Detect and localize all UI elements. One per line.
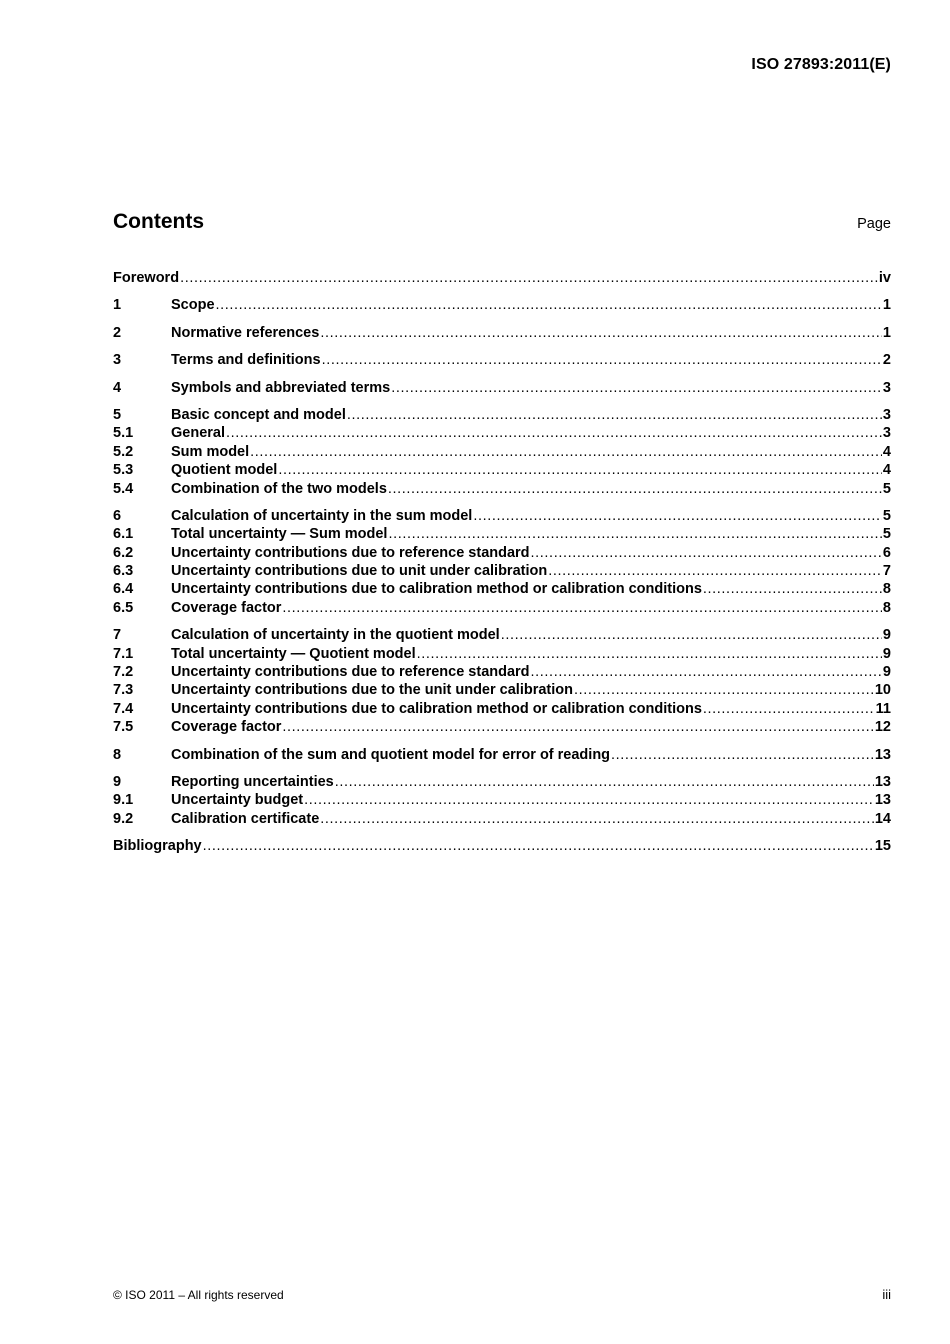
toc-group bbox=[113, 269, 891, 287]
toc-leader-dots bbox=[180, 269, 878, 287]
toc-entry-title: Uncertainty contributions due to calibration method or calibration conditions bbox=[171, 700, 702, 717]
toc-entry-number: 5.3 bbox=[113, 462, 134, 479]
toc-entry[interactable] bbox=[113, 746, 891, 764]
toc-leader-dots bbox=[322, 351, 882, 369]
toc-entry[interactable] bbox=[113, 562, 891, 580]
toc-group bbox=[113, 379, 891, 397]
toc-entry-page: 5 bbox=[882, 507, 891, 524]
toc-entry[interactable] bbox=[113, 406, 891, 424]
toc-leader-dots bbox=[703, 700, 875, 718]
toc-entry-number: 7.5 bbox=[113, 719, 134, 736]
toc-entry[interactable] bbox=[113, 443, 891, 461]
toc-leader-dots bbox=[548, 562, 882, 580]
toc-entry-title: Uncertainty contributions due to unit under calibration bbox=[171, 563, 548, 580]
toc-entry-number: 9 bbox=[113, 773, 122, 790]
toc-entry-page: 8 bbox=[882, 599, 891, 616]
toc-entry-number: 4 bbox=[113, 379, 122, 396]
toc-entry-page: 9 bbox=[882, 627, 891, 644]
toc-entry-page: 13 bbox=[874, 746, 891, 763]
toc-entry-title: Uncertainty contributions due to reference standard bbox=[171, 664, 530, 681]
toc-leader-dots bbox=[282, 599, 882, 617]
toc-leader-dots bbox=[335, 773, 874, 791]
toc-entry[interactable] bbox=[113, 269, 891, 287]
toc-entry-page: 5 bbox=[882, 480, 891, 497]
toc-entry-title: Reporting uncertainties bbox=[171, 773, 334, 790]
toc-leader-dots bbox=[347, 406, 882, 424]
toc-entry-title: Uncertainty contributions due to calibration method or calibration conditions bbox=[171, 581, 702, 598]
toc-entry-number: 8 bbox=[113, 746, 122, 763]
toc-entry-title: Uncertainty budget bbox=[171, 792, 304, 809]
toc-entry-title: Total uncertainty — Quotient model bbox=[171, 645, 416, 662]
toc-leader-dots bbox=[278, 461, 882, 479]
toc-entry-number: 9.1 bbox=[113, 792, 134, 809]
toc-entry-number: 7.3 bbox=[113, 682, 134, 699]
toc-entry-page: 3 bbox=[882, 425, 891, 442]
toc-entry-title: Coverage factor bbox=[171, 719, 282, 736]
toc-entry-page: 14 bbox=[874, 810, 891, 827]
toc-group bbox=[113, 746, 891, 764]
toc-group bbox=[113, 324, 891, 342]
toc-entry-number: 9.2 bbox=[113, 810, 134, 827]
toc-entry[interactable] bbox=[113, 599, 891, 617]
toc-leader-dots bbox=[226, 424, 882, 442]
toc-entry-page: 3 bbox=[882, 406, 891, 423]
toc-leader-dots bbox=[501, 626, 882, 644]
toc-entry[interactable] bbox=[113, 681, 891, 699]
toc-entry-title: Foreword bbox=[113, 270, 180, 286]
toc-entry-number: 6 bbox=[113, 507, 122, 524]
toc-entry-page: 6 bbox=[882, 544, 891, 561]
toc-entry[interactable] bbox=[113, 424, 891, 442]
toc-entry[interactable] bbox=[113, 700, 891, 718]
toc-leader-dots bbox=[574, 681, 874, 699]
toc-entry-number: 7 bbox=[113, 627, 122, 644]
toc-entry-title: Quotient model bbox=[171, 462, 278, 479]
toc-entry-page: 12 bbox=[874, 719, 891, 736]
toc-group bbox=[113, 351, 891, 369]
toc-entry[interactable] bbox=[113, 837, 891, 855]
page-title: Contents bbox=[113, 210, 204, 233]
toc-leader-dots bbox=[417, 645, 882, 663]
toc-entry[interactable] bbox=[113, 351, 891, 369]
toc-entry-page: 13 bbox=[874, 773, 891, 790]
toc-entry-title: Calculation of uncertainty in the quotient model bbox=[171, 627, 500, 644]
toc-entry[interactable] bbox=[113, 810, 891, 828]
toc-entry-page: 11 bbox=[875, 700, 891, 717]
toc-entry-title: Combination of the two models bbox=[171, 480, 387, 497]
toc-entry-page: 13 bbox=[874, 792, 891, 809]
toc-group bbox=[113, 296, 891, 314]
toc-entry-title: Total uncertainty — Sum model bbox=[171, 526, 388, 543]
toc-entry[interactable] bbox=[113, 626, 891, 644]
toc-entry-number: 5.4 bbox=[113, 480, 134, 497]
table-of-contents bbox=[113, 269, 891, 865]
toc-entry-title: Sum model bbox=[171, 443, 250, 460]
toc-entry[interactable] bbox=[113, 324, 891, 342]
toc-entry[interactable] bbox=[113, 507, 891, 525]
toc-entry-title: Terms and definitions bbox=[171, 352, 321, 369]
toc-entry-title: General bbox=[171, 425, 225, 442]
page-number: iii bbox=[882, 1287, 891, 1302]
toc-entry-page: 4 bbox=[882, 443, 891, 460]
toc-entry[interactable] bbox=[113, 525, 891, 543]
toc-entry[interactable] bbox=[113, 379, 891, 397]
toc-leader-dots bbox=[304, 791, 874, 809]
toc-leader-dots bbox=[320, 324, 882, 342]
document-id: ISO 27893:2011(E) bbox=[751, 56, 891, 73]
toc-entry-title: Scope bbox=[171, 297, 215, 314]
toc-leader-dots bbox=[473, 507, 882, 525]
toc-entry-page: 8 bbox=[882, 581, 891, 598]
toc-entry[interactable] bbox=[113, 718, 891, 736]
toc-entry-page: iv bbox=[878, 270, 891, 286]
toc-entry-title: Uncertainty contributions due to the unit under calibration bbox=[171, 682, 573, 699]
toc-entry-title: Calibration certificate bbox=[171, 810, 320, 827]
toc-entry-page: 4 bbox=[882, 462, 891, 479]
toc-group bbox=[113, 626, 891, 736]
page-column-label: Page bbox=[857, 216, 891, 232]
toc-entry[interactable] bbox=[113, 791, 891, 809]
toc-group bbox=[113, 406, 891, 498]
toc-entry[interactable] bbox=[113, 663, 891, 681]
toc-entry-number: 1 bbox=[113, 297, 122, 314]
toc-entry-number: 7.1 bbox=[113, 645, 134, 662]
toc-leader-dots bbox=[611, 746, 874, 764]
toc-entry-title: Combination of the sum and quotient model for error of reading bbox=[171, 746, 611, 763]
copyright-notice: © ISO 2011 – All rights reserved bbox=[113, 1288, 284, 1302]
toc-leader-dots bbox=[250, 443, 882, 461]
toc-entry-title: Coverage factor bbox=[171, 599, 282, 616]
toc-entry-page: 7 bbox=[882, 563, 891, 580]
toc-group bbox=[113, 507, 891, 617]
toc-leader-dots bbox=[388, 525, 881, 543]
toc-entry-number: 5.1 bbox=[113, 425, 134, 442]
toc-entry-title: Uncertainty contributions due to reference standard bbox=[171, 544, 530, 561]
toc-entry-number: 6.4 bbox=[113, 581, 134, 598]
toc-entry-number: 3 bbox=[113, 352, 122, 369]
toc-leader-dots bbox=[320, 810, 874, 828]
toc-entry[interactable] bbox=[113, 773, 891, 791]
toc-entry-title: Basic concept and model bbox=[171, 406, 346, 423]
toc-leader-dots bbox=[531, 544, 882, 562]
toc-entry-title: Normative references bbox=[171, 324, 320, 341]
toc-entry[interactable] bbox=[113, 296, 891, 314]
toc-entry-number: 5.2 bbox=[113, 443, 134, 460]
toc-entry-page: 9 bbox=[882, 645, 891, 662]
toc-entry-title: Bibliography bbox=[113, 838, 202, 855]
toc-leader-dots bbox=[703, 580, 882, 598]
toc-leader-dots bbox=[531, 663, 882, 681]
toc-entry-page: 1 bbox=[882, 324, 891, 341]
toc-entry[interactable] bbox=[113, 544, 891, 562]
toc-entry-title: Symbols and abbreviated terms bbox=[171, 379, 391, 396]
toc-leader-dots bbox=[282, 718, 873, 736]
toc-entry-number: 6.2 bbox=[113, 544, 134, 561]
toc-leader-dots bbox=[203, 837, 874, 855]
toc-entry-number: 6.3 bbox=[113, 563, 134, 580]
toc-entry[interactable] bbox=[113, 461, 891, 479]
toc-entry-page: 1 bbox=[882, 297, 891, 314]
toc-entry-number: 6.5 bbox=[113, 599, 134, 616]
toc-entry-number: 7.2 bbox=[113, 664, 134, 681]
toc-group bbox=[113, 837, 891, 855]
toc-entry-number: 6.1 bbox=[113, 526, 134, 543]
toc-entry-number: 5 bbox=[113, 406, 122, 423]
toc-entry-page: 10 bbox=[874, 682, 891, 699]
toc-group bbox=[113, 773, 891, 828]
toc-entry[interactable] bbox=[113, 580, 891, 598]
toc-entry-page: 2 bbox=[882, 352, 891, 369]
toc-entry-title: Calculation of uncertainty in the sum model bbox=[171, 507, 473, 524]
toc-leader-dots bbox=[216, 296, 882, 314]
toc-entry-page: 9 bbox=[882, 664, 891, 681]
toc-entry-page: 5 bbox=[882, 526, 891, 543]
toc-entry-number: 7.4 bbox=[113, 700, 134, 717]
toc-leader-dots bbox=[388, 480, 882, 498]
toc-leader-dots bbox=[391, 379, 882, 397]
toc-entry-page: 15 bbox=[874, 838, 891, 855]
toc-entry-number: 2 bbox=[113, 324, 122, 341]
toc-entry[interactable] bbox=[113, 480, 891, 498]
toc-entry-page: 3 bbox=[882, 379, 891, 396]
toc-entry[interactable] bbox=[113, 645, 891, 663]
